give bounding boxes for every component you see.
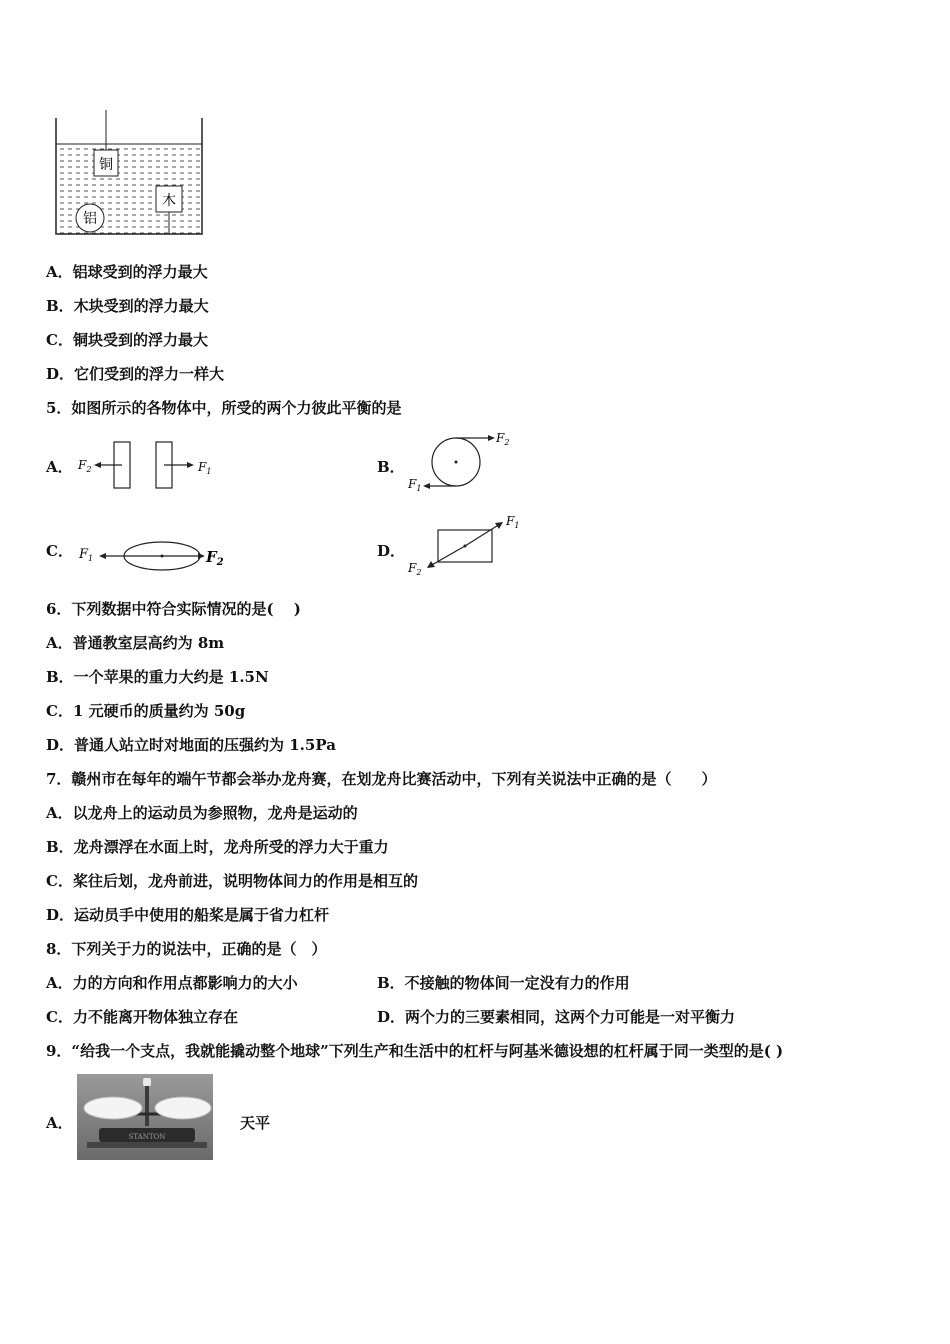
q7-option-d: D．运动员手中使用的船桨是属于省力杠杆	[46, 906, 330, 924]
f1-label-d: $F_1$	[506, 514, 520, 530]
q7-option-a: A．以龙舟上的运动员为参照物，龙舟是运动的	[46, 804, 358, 822]
q5-stem: 5．如图所示的各物体中，所受的两个力彼此平衡的是	[46, 399, 402, 417]
q5-option-b-label: B．	[377, 458, 405, 476]
q5-figure-a	[74, 438, 224, 496]
q9-option-a-text: 天平	[240, 1114, 271, 1132]
balance-scale-svg	[77, 1074, 213, 1160]
f1-label-c: $F_1$	[79, 547, 94, 563]
wheel-center	[455, 461, 458, 464]
q4-option-c: C．铜块受到的浮力最大	[46, 331, 208, 349]
balance-scale-photo	[77, 1074, 213, 1160]
q7-option-c: C．桨往后划，龙舟前进，说明物体间力的作用是相互的	[46, 872, 418, 890]
q9-stem: 9．“给我一个支点，我就能撬动整个地球”下列生产和生活中的杠杆与阿基米德设想的杠杆属于同一类型的是( )	[46, 1042, 784, 1060]
arrowhead-f2-b	[488, 435, 495, 441]
arrowhead-f1-d	[495, 522, 503, 529]
q5-figure-c-svg	[74, 536, 234, 578]
f2-label-c: $F_2$	[206, 548, 224, 568]
q5-figure-c	[74, 536, 234, 578]
q6-stem: 6．下列数据中符合实际情况的是( )	[46, 600, 301, 618]
q8-option-b: B．不接触的物体间一定没有力的作用	[377, 974, 630, 992]
q4-option-b: B．木块受到的浮力最大	[46, 297, 209, 315]
q7-option-b: B．龙舟漂浮在水面上时，龙舟所受的浮力大于重力	[46, 838, 389, 856]
q8-stem: 8．下列关于力的说法中，正确的是（ ）	[46, 940, 327, 958]
q5-figure-d	[404, 510, 534, 580]
q5-option-d-label: D．	[377, 542, 406, 560]
pan-right	[155, 1097, 211, 1119]
q5-figure-a-svg	[74, 438, 224, 496]
q4-option-d: D．它们受到的浮力一样大	[46, 365, 225, 383]
scale-foot	[87, 1142, 207, 1148]
arrowhead-f2-c	[198, 553, 205, 559]
aluminum-label: 铝	[83, 211, 97, 227]
tank-figure-svg	[52, 110, 208, 238]
q5-option-c-label: C．	[46, 542, 73, 560]
f2-label-b: $F_2$	[496, 431, 510, 447]
q6-option-d: D．普通人站立时对地面的压强约为 1.5Pa	[46, 736, 336, 754]
q6-option-b: B．一个苹果的重力大约是 1.5N	[46, 668, 269, 686]
pan-left	[84, 1097, 142, 1119]
q8-option-d: D．两个力的三要素相同，这两个力可能是一对平衡力	[377, 1008, 736, 1026]
f2-label-d: $F_2$	[408, 561, 422, 577]
f2-label-a: $F_2$	[78, 458, 92, 474]
q5-option-a-label: A．	[46, 458, 73, 476]
q5-figure-d-svg	[404, 510, 534, 580]
q8-option-c: C．力不能离开物体独立存在	[46, 1008, 238, 1026]
arrowhead-f1-c	[99, 553, 106, 559]
arrowhead-f1-b	[423, 483, 430, 489]
q9-option-a-label: A．	[46, 1114, 73, 1132]
q4-option-a: A．铝球受到的浮力最大	[46, 263, 208, 281]
tank-figure	[52, 110, 208, 238]
arrowhead-f2-a	[94, 462, 101, 468]
f1-label-a: $F_1$	[198, 460, 212, 476]
scale-brand: STANTON	[128, 1133, 166, 1141]
f1-label-b: $F_1$	[408, 477, 422, 493]
q5-figure-b	[404, 428, 524, 496]
q8-option-a: A．力的方向和作用点都影响力的大小	[46, 974, 298, 992]
arrowhead-f1-a	[187, 462, 194, 468]
q6-option-a: A．普通教室层高约为 8m	[46, 634, 225, 652]
q5-figure-b-svg	[404, 428, 524, 496]
scale-pillar	[145, 1086, 149, 1126]
wood-label: 木	[162, 193, 176, 209]
q6-option-c: C．1 元硬币的质量约为 50g	[46, 702, 246, 720]
q7-stem: 7．赣州市在每年的端午节都会举办龙舟赛，在划龙舟比赛活动中，下列有关说法中正确的是（ ）	[46, 770, 717, 788]
scale-knob	[143, 1078, 151, 1086]
copper-label: 铜	[99, 157, 113, 173]
